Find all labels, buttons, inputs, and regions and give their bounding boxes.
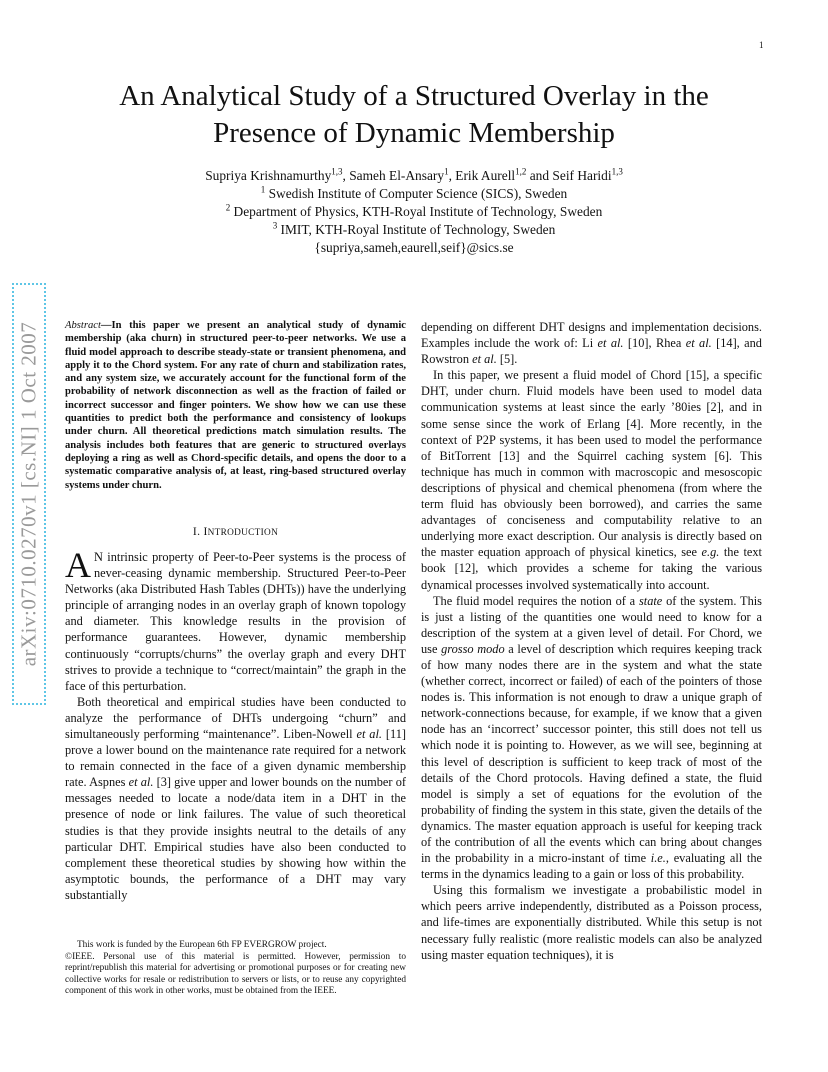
footnote — [65, 940, 406, 998]
abstract-dash: — — [100, 320, 112, 331]
paper-title — [0, 78, 828, 152]
affil-text: Swedish Institute of Computer Science (SICS), Sweden — [265, 186, 568, 201]
paragraph-text: depending on different DHT designs and implementation decisions. Examples include the work of: Li — [421, 320, 762, 351]
title-line-1: An Analytical Study of a Structured Overlay in the — [119, 80, 709, 112]
email: {supriya,sameh,eaurell,seif}@sics.se — [314, 240, 514, 255]
author-name: Supriya Krishnamurthy — [205, 168, 332, 183]
emphasis: state — [638, 593, 663, 608]
author-block — [0, 167, 828, 257]
abstract-text: In this paper we present an analytical study of dynamic membership (aka churn) in structured peer-to-peer networks. We use a fluid model approach to describe steady-state or transient phenomena, and apply it to the Chord system. For any rate of churn and stabilization rates, and any system size, we accurately account for the functional form of the probability of network disconnection as well as the fraction of failed or incorrect successor and finger pointers. We show how we can use these quantities to predict both the performance and consistency of lookups under churn. All theoretical predictions match simulation results. The analysis includes both features that are generic to structured overlays deploying a ring as well as Chord-specific details, and opens the door to a systematic comparative analysis of, at least, ring-based structured overlay systems under churn. — [65, 320, 406, 491]
paragraph — [65, 694, 406, 903]
paragraph-text: The fluid model requires the notion of a — [433, 593, 639, 608]
left-column — [65, 319, 406, 903]
arxiv-id: arXiv:0710.0270v1 [cs.NI] 1 Oct 2007 — [16, 321, 41, 667]
paragraph — [421, 319, 762, 367]
author-name: Sameh El-Ansary — [349, 168, 445, 183]
affiliation — [0, 203, 828, 221]
paragraph-text: , evaluating all the terms in the dynamics leading to a gain or loss of this probability. — [421, 851, 762, 882]
eg: e.g. — [701, 545, 720, 560]
ie: i.e. — [650, 851, 666, 866]
author-name: Seif Haridi — [552, 168, 612, 183]
et-al: et al. — [472, 352, 497, 367]
arxiv-stamp — [12, 283, 46, 705]
author-affil-mark: 1 — [444, 166, 449, 177]
et-al: et al. — [597, 336, 624, 351]
paragraph — [65, 544, 406, 694]
et-al: et al. — [685, 336, 712, 351]
affiliation — [0, 221, 828, 239]
author-separator: , — [342, 168, 350, 183]
author-separator: and — [526, 168, 553, 183]
et-al: et al. — [128, 775, 154, 790]
paragraph-text: of the system. This is just a listing of the quantities one would need to know for a description of the system at a given level of detail. For Chord, we use — [421, 593, 762, 656]
author-separator: , — [448, 168, 456, 183]
paragraph: Using this formalism we investigate a probabilistic model in which peers arrive independently, distributed as a Poisson process, and life-times are exponentially distributed. While this setup is not necessary fully realistic (more realistic models can also be analyzed using master equation techniques), it is — [421, 883, 762, 962]
paragraph-text: [11] prove a lower bound on the maintenance rate required for a network to remain connected in the face of a given dynamic membership rate. Aspnes — [65, 726, 406, 790]
paragraph-text: Both theoretical and empirical studies have been conducted to analyze the performance of DHTs undergoing “churn” and simultaneously performing “maintenance”. Liben-Nowell — [65, 694, 406, 741]
author-affil-mark: 1,3 — [331, 166, 343, 177]
right-column — [421, 319, 762, 963]
section-title-rest: NTRODUCTION — [207, 527, 279, 538]
title-line-2: Presence of Dynamic Membership — [213, 117, 615, 149]
et-al: et al. — [356, 726, 382, 741]
section-number: I. — [192, 524, 204, 538]
paragraph-text: In this paper, we present a fluid model of Chord [15], a specific DHT, under churn. Fluid models have been used to model data communication systems at least since the early ’80ies [2], and in some sense since the work of Erlang [4]. More recently, in the context of P2P systems, it has been used to model the performance of BitTorrent [13] and the Squirrel caching system [6]. This technique has much in common with macroscopic and mesoscopic descriptions of physical and chemical phenomena (from where the term fluid has obviously been borrowed), and carries the same advantages of conciseness and computability relative to an underlying more exact description. Our analysis is directly based on the master equation approach of physical kinetics, see — [421, 368, 762, 560]
footnote-funding: This work is funded by the European 6th FP EVERGROW project. — [77, 940, 327, 950]
paragraph-text: [10], Rhea — [623, 336, 686, 351]
page-number: 1 — [759, 40, 764, 50]
paragraph-text: N intrinsic property of Peer-to-Peer systems is the process of never-ceasing dynamic membership. Structured Peer-to-Peer Networks (aka Distributed Hash Tables (DHTs)) have the underlying principle of arranging nodes in an overlay graph of known topology and diameter. This knowledge results in the provision of performance guarantees. However, dynamic membership continuously “corrupts/churns” the overlay graph and every DHT strives to provide a technique to “correct/maintain” the graph in the face of this perturbation. — [65, 549, 406, 693]
paragraph-text: [14], and Rowstron — [421, 336, 762, 367]
affil-mark: 3 — [272, 220, 278, 231]
affil-mark: 2 — [225, 202, 231, 213]
affiliation — [0, 185, 828, 203]
abstract — [65, 319, 406, 492]
section-title-first: I — [203, 524, 208, 538]
abstract-label: Abstract — [65, 320, 101, 331]
paragraph — [421, 367, 762, 592]
author-affil-mark: 1,2 — [515, 166, 527, 177]
affil-text: IMIT, KTH-Royal Institute of Technology, Sweden — [277, 222, 556, 237]
emphasis: grosso modo — [441, 641, 505, 656]
paragraph — [421, 593, 762, 883]
affil-mark: 1 — [260, 184, 266, 195]
paragraph-text: a level of description which requires keeping track of how many nodes there are in the system and what the state (whether correct, incorrect or failed) of each of the pointers of those nodes is. This information is not enough to draw a unique graph of network-connections because, for example, if we know that a given node has an ‘incorrect’ successor pointer, this still does not tell us which node it is pointing to. However, as we will see, beginning at this level of description is sufficient to keep track of most of the details of the Chord protocols. Having defined a state, the fluid model is simply a set of equations for the evolution of the probability of finding the system in this state, given the details of the dynamics. The master equation approach is useful for keeping track of the contribution of all the events which can bring about changes in the probability in a micro-instant of time — [421, 641, 763, 866]
author-list — [0, 167, 828, 185]
drop-cap: A — [65, 544, 91, 585]
paragraph-text: [3] give upper and lower bounds on the number of messages needed to locate a node/data item in a DHT in the presence of node or link failures. The value of such theoretical studies is that they provide insights neutral to the details of any particular DHT. Empirical studies have also been conducted to complement these theoretical studies by showing how within the asymptotic bounds, the performance of a DHT may vary substantially — [65, 775, 406, 902]
affil-text: Department of Physics, KTH-Royal Institute of Technology, Sweden — [230, 204, 603, 219]
author-affil-mark: 1,3 — [611, 166, 623, 177]
paragraph-text: [5]. — [496, 352, 518, 367]
footnote-copyright: ©IEEE. Personal use of this material is permitted. However, permission to reprint/republish this material for advertising or promotional purposes or for creating new collective works for resale or redistribution to servers or lists, or to reuse any copyrighted component of this work in other works, must be obtained from the IEEE. — [65, 951, 406, 997]
author-name: Erik Aurell — [455, 168, 516, 183]
section-heading — [65, 524, 406, 541]
paragraph-text: the text book [12], which provides a scheme for taking the various dynamical processes involved systematically into account. — [421, 545, 762, 592]
